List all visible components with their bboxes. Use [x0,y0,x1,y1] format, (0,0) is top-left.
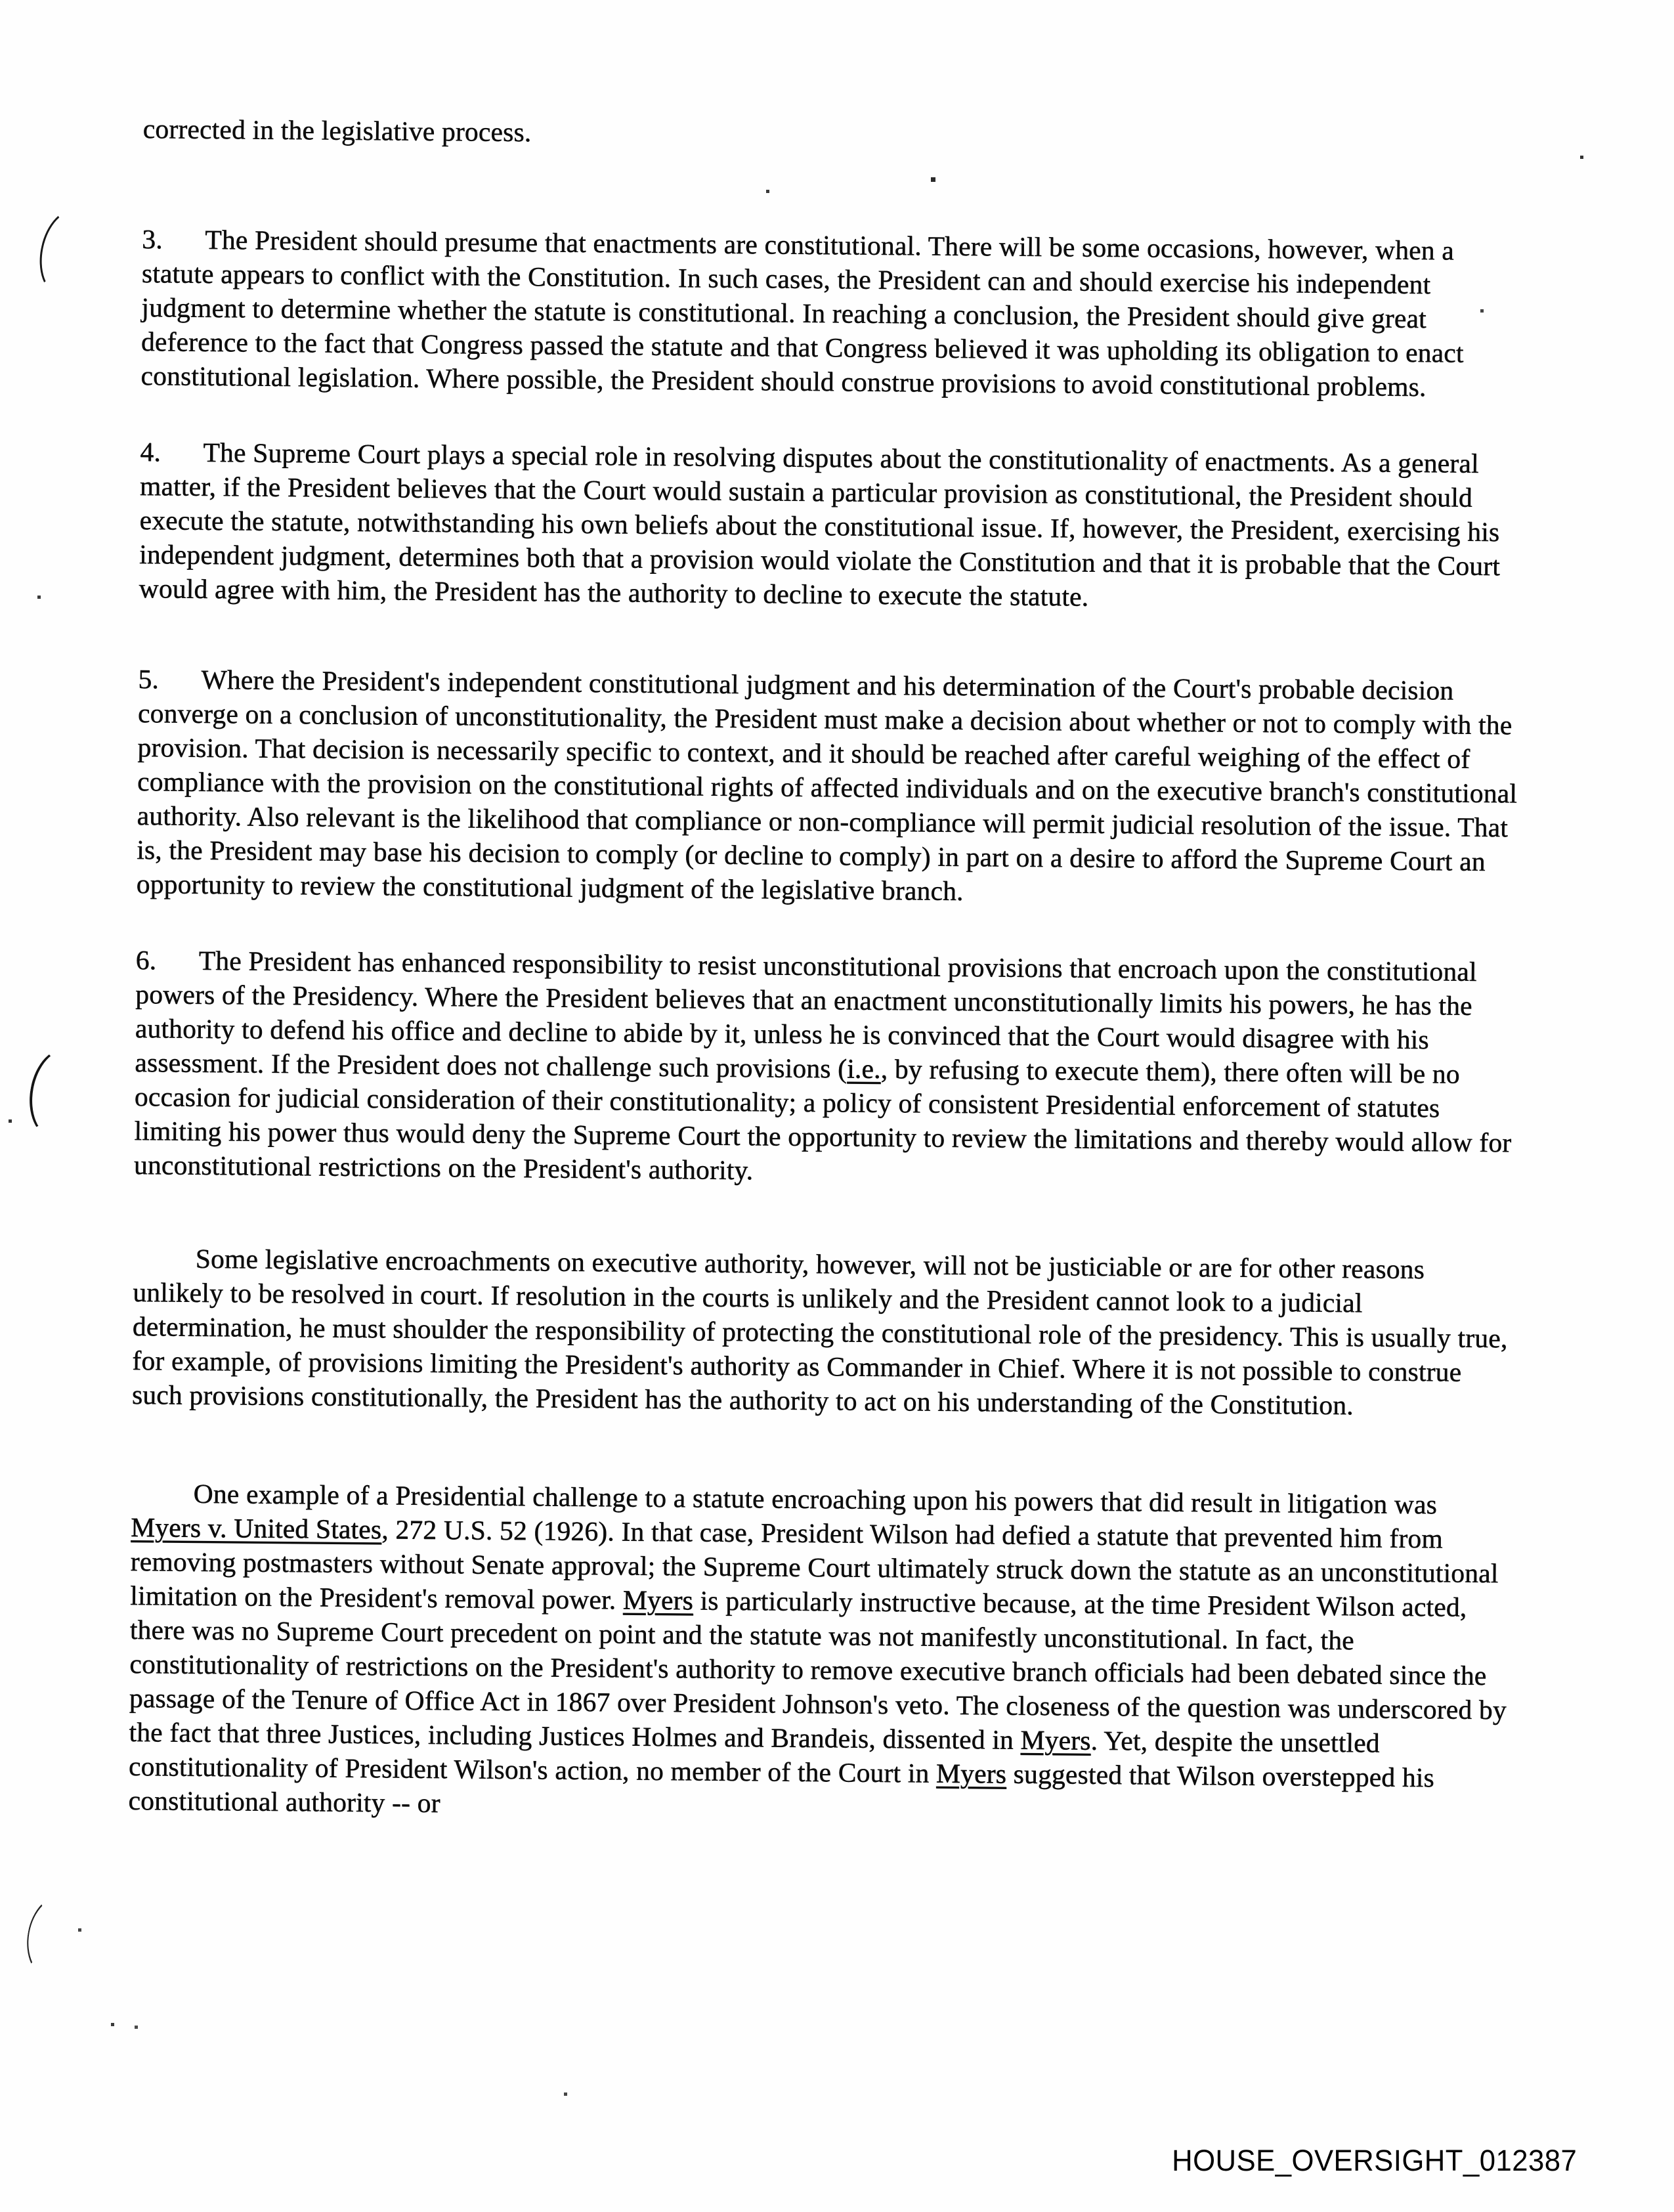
text-segment: suggested that Wilson overstepped his constitutional authority -- or [128,1758,1435,1819]
paragraph [143,112,1525,158]
paragraph [139,435,1522,617]
case-citation: Myers v. United States [130,1511,382,1545]
paragraph [137,662,1520,913]
scan-arc-artifact [20,1890,93,1984]
text-segment: Where the President's independent constitutional judgment and his determination of the Court's probable decision converge on a conclusion of unconstitutionality, the President must make a decision about whether or not to comply with the provision. That decision is necessarily specific to context, and it should be reached after careful weighing of the effect of compliance with the provision on the constitutional rights of affected individuals and on the executive branch's constitutional authority. Also relevant is the likelihood that compliance or non-compliance will permit judicial resolution of the issue. That is, the President may base his decision to comply (or decline to comply) in part on a desire to afford the Supreme Court an opportunity to review the constitutional judgment of the legislative branch. [136,664,1518,906]
scan-arc-artifact [23,1043,99,1144]
scan-arc-artifact [32,204,104,302]
case-citation: Myers [935,1758,1007,1789]
case-citation: i.e. [846,1053,881,1084]
paragraph-number: 5. [138,663,160,695]
text-segment: , by refusing to execute them), there often will be no occasion for judicial consideration of their constitutionality; a policy of consistent Presidential enforcement of statutes limiting his power thus would deny the Supreme Court the opportunity to review the limitations and thereby would allow for unconstitutional restrictions on the President's authority. [133,1053,1512,1186]
paragraph [132,1241,1515,1423]
case-citation: Myers [1020,1724,1091,1756]
paragraph [134,943,1518,1194]
scan-noise [0,0,2,2]
text-segment: The Supreme Court plays a special role in resolving disputes about the constitutionality of enactments. As a general matter, if the President believes that the Court would sustain a particular provision as constitutional, the President should execute the statute, notwithstanding his own beliefs about the constitutional issue. If, however, the President, exercising his independent judgment, determines both that a provision would violate the Constitution and that it is probable that the Court would agree with him, the President has the authority to decline to execute the statute. [139,437,1501,612]
paragraph-number: 3. [142,223,163,255]
paragraph [140,222,1524,404]
text-segment: corrected in the legislative process. [142,113,532,148]
text-segment: , 272 U.S. 52 (1926). In that case, President Wilson had defied a statute that prevented him from removing postmasters without Senate approval; the Supreme Court ultimately struck down the statute as an unconstitutional limitation on the President's removal power. [130,1514,1499,1615]
paragraph-number: 6. [135,944,157,976]
document-text [128,112,1525,1829]
text-segment: Some legislative encroachments on executive authority, however, will not be justiciable or are for other reasons unlikely to be resolved in court. If resolution in the courts is unlikely and the President cannot look to a judicial determination, he must shoulder the responsibility of protecting the constitutional role of the presidency. This is usually true, for example, of provisions limiting the President's authority as Commander in Chief. Where it is not possible to construe such provisions constitutionally, the President has the authority to act on his understanding of the Constitution. [131,1243,1508,1421]
text-segment: The President has enhanced responsibility to resist unconstitutional provisions that encroach upon the constitutional powers of the Presidency. Where the President believes that an enactment unconstitutionally limits his powers, he has the authority to defend his office and decline to abide by it, unless he is convinced that the Court would disagree with his assessment. If the President does not challenge such provisions ( [135,945,1477,1084]
paragraph-number: 4. [140,436,161,467]
text-segment: . Yet, despite the unsettled constitutionality of President Wilson's action, no member of the Court in [128,1725,1380,1789]
text-segment: One example of a Presidential challenge to a statute encroaching upon his powers that did result in litigation was [193,1478,1438,1520]
bates-number: HOUSE_OVERSIGHT_012387 [1171,2144,1577,2177]
text-segment: is particularly instructive because, at the time President Wilson acted, there was no Supreme Court precedent on point and the statute was not manifestly unconstitutional. In fact, the constitutionality of restrictions on the President's authority to remove executive branch officials had been debated since the passage of the Tenure of Office Act in 1867 over President Johnson's veto. The closeness of the question was underscored by the fact that three Justices, including Justices Holmes and Brandeis, dissented in [129,1585,1507,1755]
paragraph [128,1476,1513,1829]
case-citation: Myers [622,1584,694,1616]
text-segment: The President should presume that enactments are constitutional. There will be some occasions, however, when a statute appears to conflict with the Constitution. In such cases, the President can and should exercise his independent judgment to determine whether the statute is constitutional. In reaching a conclusion, the President should give great deference to the fact that Congress passed the statute and that Congress believed it was upholding its obligation to enact constitutional legislation. Where possible, the President should construe provisions to avoid constitutional problems. [140,224,1464,402]
